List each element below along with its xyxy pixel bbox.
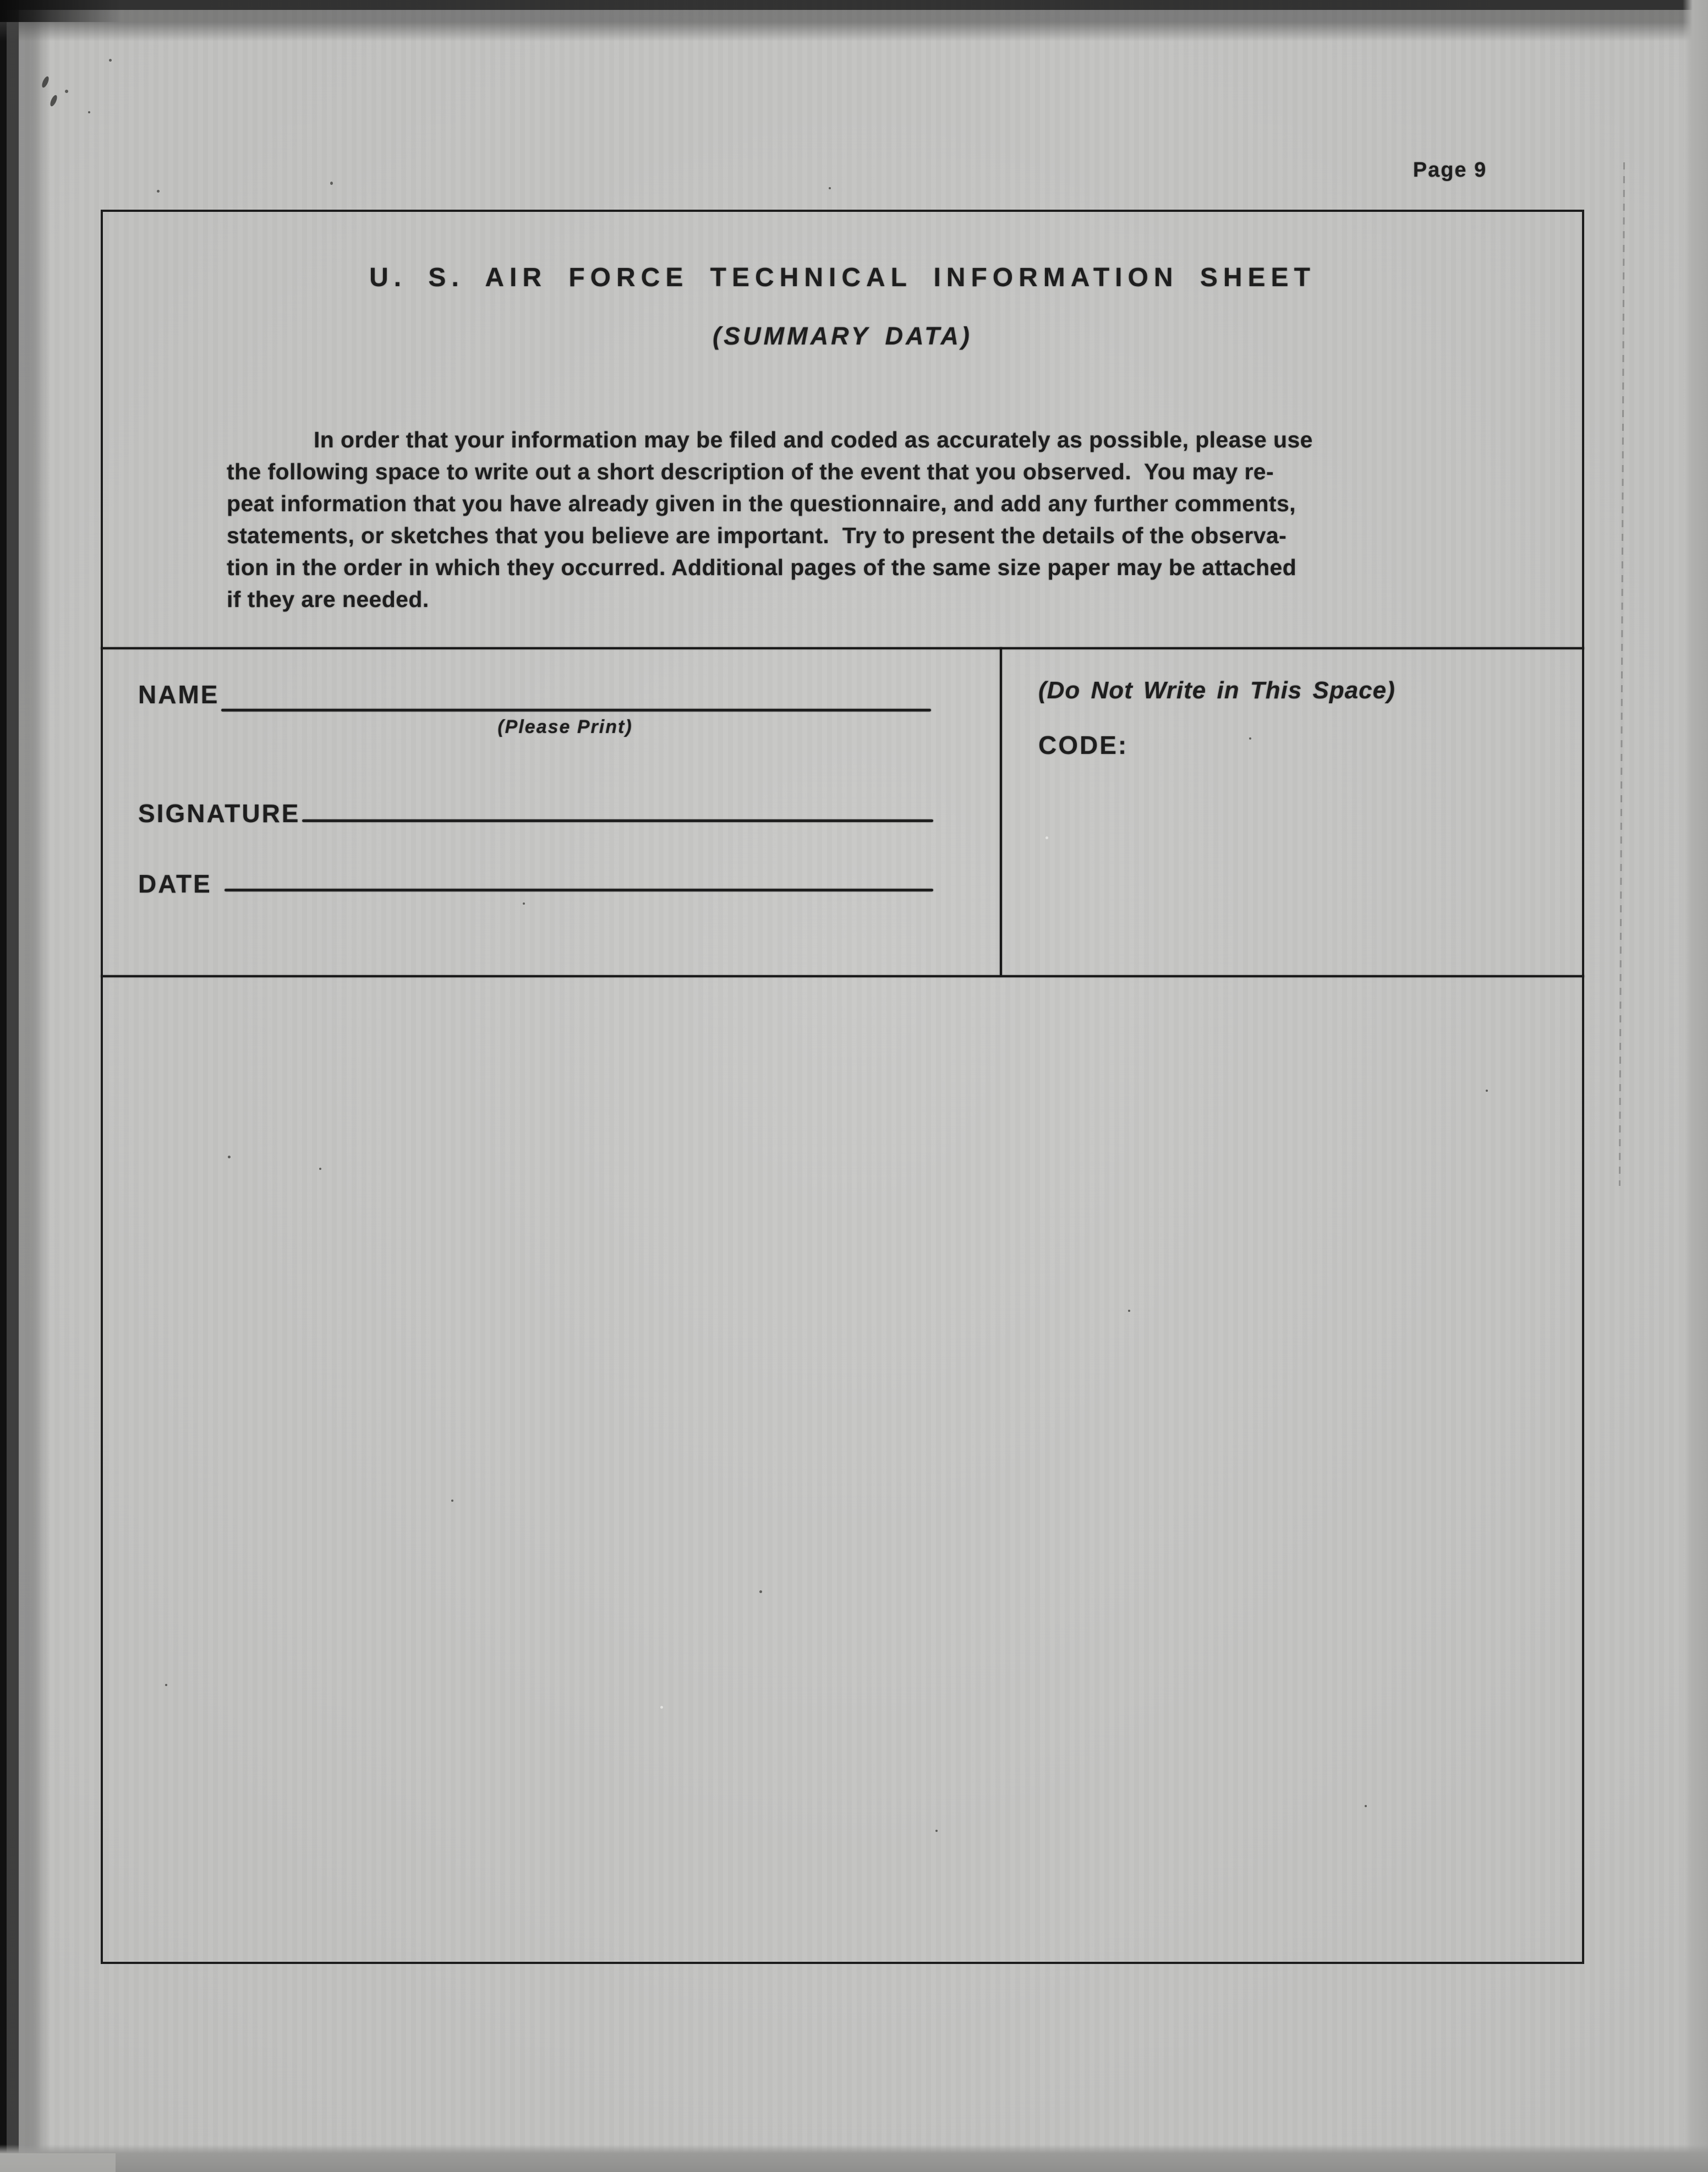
instructions-line: tion in the order in which they occurred. Additional pages of the same size paper may be attached (227, 555, 1297, 580)
instructions-line: statements, or sketches that you believe are important. Try to present the details of the observa- (227, 523, 1287, 548)
date-label: DATE (138, 869, 212, 898)
scan-speck (935, 1830, 938, 1832)
scan-speck (228, 1156, 231, 1158)
name-input-line[interactable] (221, 709, 931, 712)
scan-edge-left (0, 0, 50, 2172)
section-divider-top (101, 647, 1584, 649)
scan-mark (41, 75, 50, 89)
instructions-paragraph (227, 424, 1492, 615)
scan-speck (1128, 1310, 1130, 1312)
scan-speck (451, 1500, 453, 1502)
form-box (101, 210, 1584, 1964)
summary-writing-area[interactable] (103, 977, 1582, 1962)
signature-label: SIGNATURE (138, 799, 300, 828)
scan-edge-right (1683, 0, 1708, 2172)
scan-speck (1486, 1090, 1488, 1092)
code-label: CODE: (1038, 731, 1129, 759)
scan-speck (165, 1684, 167, 1686)
scan-speck (109, 59, 112, 62)
scan-speck (1365, 1805, 1367, 1807)
form-title: U. S. AIR FORCE TECHNICAL INFORMATION SHEET (369, 263, 1316, 292)
scan-speck (660, 1706, 663, 1709)
scan-edge-bottom (0, 2144, 1708, 2172)
scan-speck (319, 1168, 321, 1170)
scan-edge-top-left-corner (0, 0, 121, 22)
scan-speck (1045, 836, 1048, 839)
name-label: NAME (138, 680, 220, 709)
please-print-hint: (Please Print) (497, 716, 633, 737)
scan-speck (330, 182, 333, 185)
scan-speck (65, 90, 68, 93)
column-divider (1000, 647, 1002, 975)
instructions-line: the following space to write out a short description of the event that you observed. You may re- (227, 459, 1274, 484)
page-number: Page 9 (1413, 158, 1487, 182)
scan-speck (829, 187, 831, 189)
scan-edge-bottom-left (0, 2153, 116, 2172)
scan-bleedthrough-line (1619, 162, 1625, 1186)
scan-mark (49, 94, 58, 107)
instructions-line: In order that your information may be filed and coded as accurately as possible, please use (314, 427, 1313, 452)
scan-speck (1249, 737, 1251, 740)
date-input-line[interactable] (225, 889, 933, 891)
instructions-line: peat information that you have already given in the questionnaire, and add any further comments, (227, 491, 1296, 516)
scan-edge-top (0, 0, 1708, 41)
form-subtitle: (SUMMARY DATA) (713, 322, 972, 350)
signature-input-line[interactable] (302, 819, 933, 822)
scan-speck (759, 1590, 762, 1593)
do-not-write-note: (Do Not Write in This Space) (1038, 677, 1395, 704)
scan-speck (88, 111, 90, 113)
scan-speck (523, 902, 525, 905)
instructions-line: if they are needed. (227, 587, 429, 612)
scan-speck (157, 190, 160, 193)
